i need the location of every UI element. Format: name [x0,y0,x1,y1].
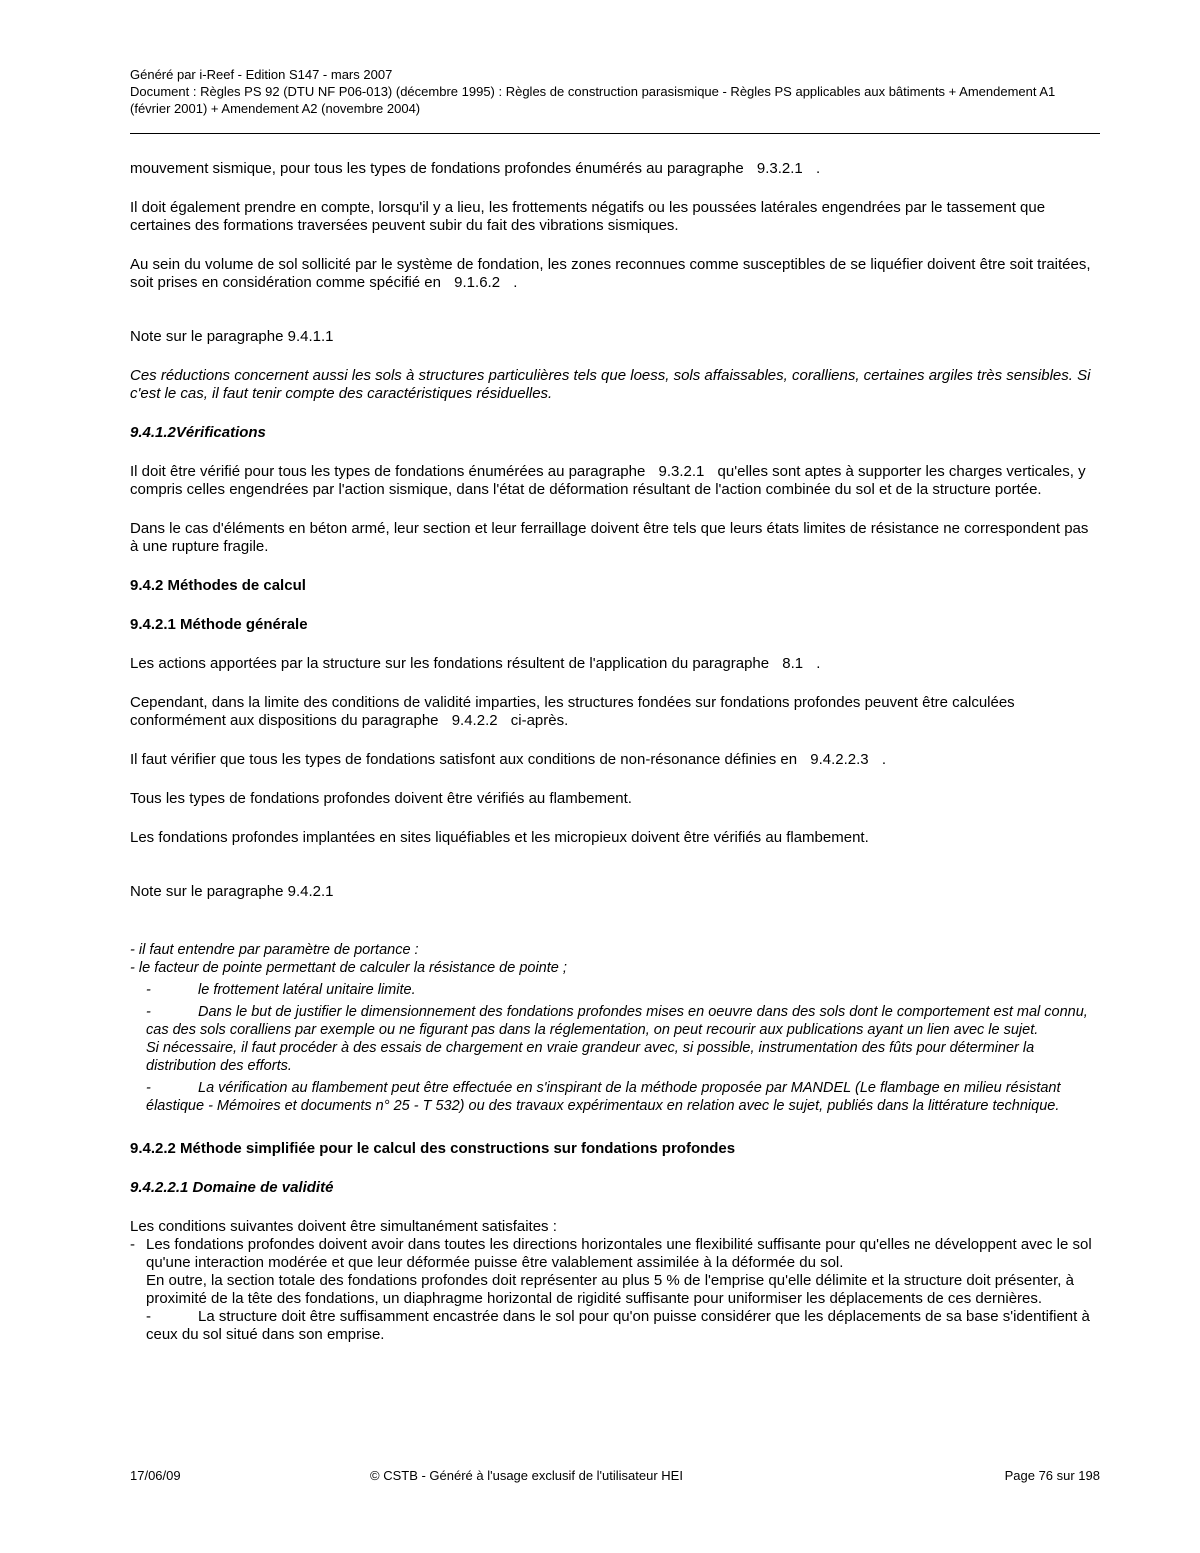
footer-page-number: Page 76 sur 198 [1004,1468,1100,1483]
footer-date: 17/06/09 [130,1468,181,1483]
reference-link[interactable]: 9.4.2.2.3 [810,751,869,768]
document-body [130,160,1095,1344]
paragraph: Les fondations profondes implantées en sites liquéfiables et les micropieux doivent être vérifiés au flambement. [130,829,869,846]
section-heading: 9.4.2.2 Méthode simplifiée pour le calcul des constructions sur fondations profondes [130,1140,736,1157]
paragraph: Tous les types de fondations profondes doivent être vérifiés au flambement. [130,790,632,807]
note-label: Note sur le paragraphe 9.4.1.1 [130,328,334,345]
list-item: - Dans le but de justifier le dimensionnement des fondations profondes mises en oeuvre dans des sols dont le comportement est mal connu, cas des sols coralliens par exemple ou ne figurant pas dans la réglementation, on peut recourir aux publications ayant un lien avec le sujet. [146,1004,1088,1038]
paragraph: Il doit être vérifié pour tous les types de fondations énumérées au paragraphe 9.3.2.1 qu'elles sont aptes à supporter les charges verticales, y compris celles engendrées par l'action sismique, dans l'état de déformation résultant de l'action combinée du sol et de la structure portée. [130,463,1086,498]
list-item: - La vérification au flambement peut être effectuée en s'inspirant de la méthode proposée par MANDEL (Le flambage en milieu résistant élastique - Mémoires et documents n° 25 - T 532) ou des travaux expérimentaux en relation avec le sujet, publiés dans la littérature technique. [146,1080,1061,1114]
list-item: En outre, la section totale des fondations profondes doit représenter au plus 5 % de l'emprise qu'elle délimite et la structure doit présenter, à proximité de la tête des fondations, un diaphragme horizontal de rigidité suffisante pour uniformiser les déplacements de ces dernières. [146,1272,1074,1307]
header-divider [130,133,1100,134]
reference-link[interactable]: 9.4.2.2 [451,712,498,729]
note-list [130,941,1095,1115]
page-footer [130,1468,1100,1486]
section-heading: 9.4.1.2Vérifications [130,424,266,441]
reference-link[interactable]: 8.1 [782,655,804,672]
paragraph: Les actions apportées par la structure sur les fondations résultent de l'application du paragraphe 8.1 . [130,655,821,672]
note-text: Ces réductions concernent aussi les sols à structures particulières tels que loess, sols affaissables, coralliens, certaines argiles très sensibles. Si c'est le cas, il faut tenir compte des caractéristiques résiduelles. [130,367,1091,402]
header-document: Document : Règles PS 92 (DTU NF P06-013) (décembre 1995) : Règles de construction parasismique - Règles PS applicables aux bâtiments + Amendement A1 (février 2001) + Amendement A2 (novembre 2004) [130,84,1056,116]
list-item: - il faut entendre par paramètre de portance : [130,942,419,958]
paragraph: Au sein du volume de sol sollicité par le système de fondation, les zones reconnues comme susceptibles de se liquéfier doivent être soit traitées, soit prises en considération comme spécifié en 9.1.6.2 . [130,256,1091,291]
reference-link[interactable]: 9.3.2.1 [756,160,803,177]
page-header [130,66,1090,117]
paragraph: Les conditions suivantes doivent être simultanément satisfaites : [130,1218,557,1235]
section-heading: 9.4.2 Méthodes de calcul [130,577,306,594]
list-item: - La structure doit être suffisamment encastrée dans le sol pour qu'on puisse considérer que les déplacements de sa base s'identifient à ceux du sol situé dans son emprise. [146,1308,1090,1343]
list-item: - le facteur de pointe permettant de calculer la résistance de pointe ; [130,960,567,976]
reference-link[interactable]: 9.3.2.1 [658,463,705,480]
header-edition: Généré par i-Reef - Edition S147 - mars 2007 [130,67,393,82]
paragraph: Il doit également prendre en compte, lorsqu'il y a lieu, les frottements négatifs ou les poussées latérales engendrées par le tassement que certaines des formations traversées peuvent subir du fait des vibrations sismiques. [130,199,1046,234]
section-heading: 9.4.2.1 Méthode générale [130,616,308,633]
reference-link[interactable]: 9.1.6.2 [454,274,501,291]
list-item: Si nécessaire, il faut procéder à des essais de chargement en vraie grandeur avec, si possible, instrumentation des fûts pour déterminer la distribution des efforts. [146,1040,1035,1074]
list-item: - le frottement latéral unitaire limite. [146,982,416,998]
list-item: - Les fondations profondes doivent avoir dans toutes les directions horizontales une flexibilité suffisante pour qu'elles ne développent avec le sol qu'une interaction modérée et que leur déformée puisse être valablement assimilée à la déformée du sol. [130,1236,1092,1271]
paragraph: Dans le cas d'éléments en béton armé, leur section et leur ferraillage doivent être tels que leurs états limites de résistance ne correspondent pas à une rupture fragile. [130,520,1089,555]
section-heading: 9.4.2.2.1 Domaine de validité [130,1179,334,1196]
paragraph: Il faut vérifier que tous les types de fondations satisfont aux conditions de non-résonance définies en 9.4.2.2.3 . [130,751,886,768]
note-label: Note sur le paragraphe 9.4.2.1 [130,883,334,900]
conditions-list [130,1236,1095,1344]
paragraph: mouvement sismique, pour tous les types de fondations profondes énumérés au paragraphe 9.3.2.1 . [130,160,821,177]
footer-copyright: © CSTB - Généré à l'usage exclusif de l'utilisateur HEI [370,1468,683,1483]
paragraph: Cependant, dans la limite des conditions de validité imparties, les structures fondées sur fondations profondes peuvent être calculées conformément aux dispositions du paragraphe 9.4.2.2 ci-après. [130,694,1015,729]
